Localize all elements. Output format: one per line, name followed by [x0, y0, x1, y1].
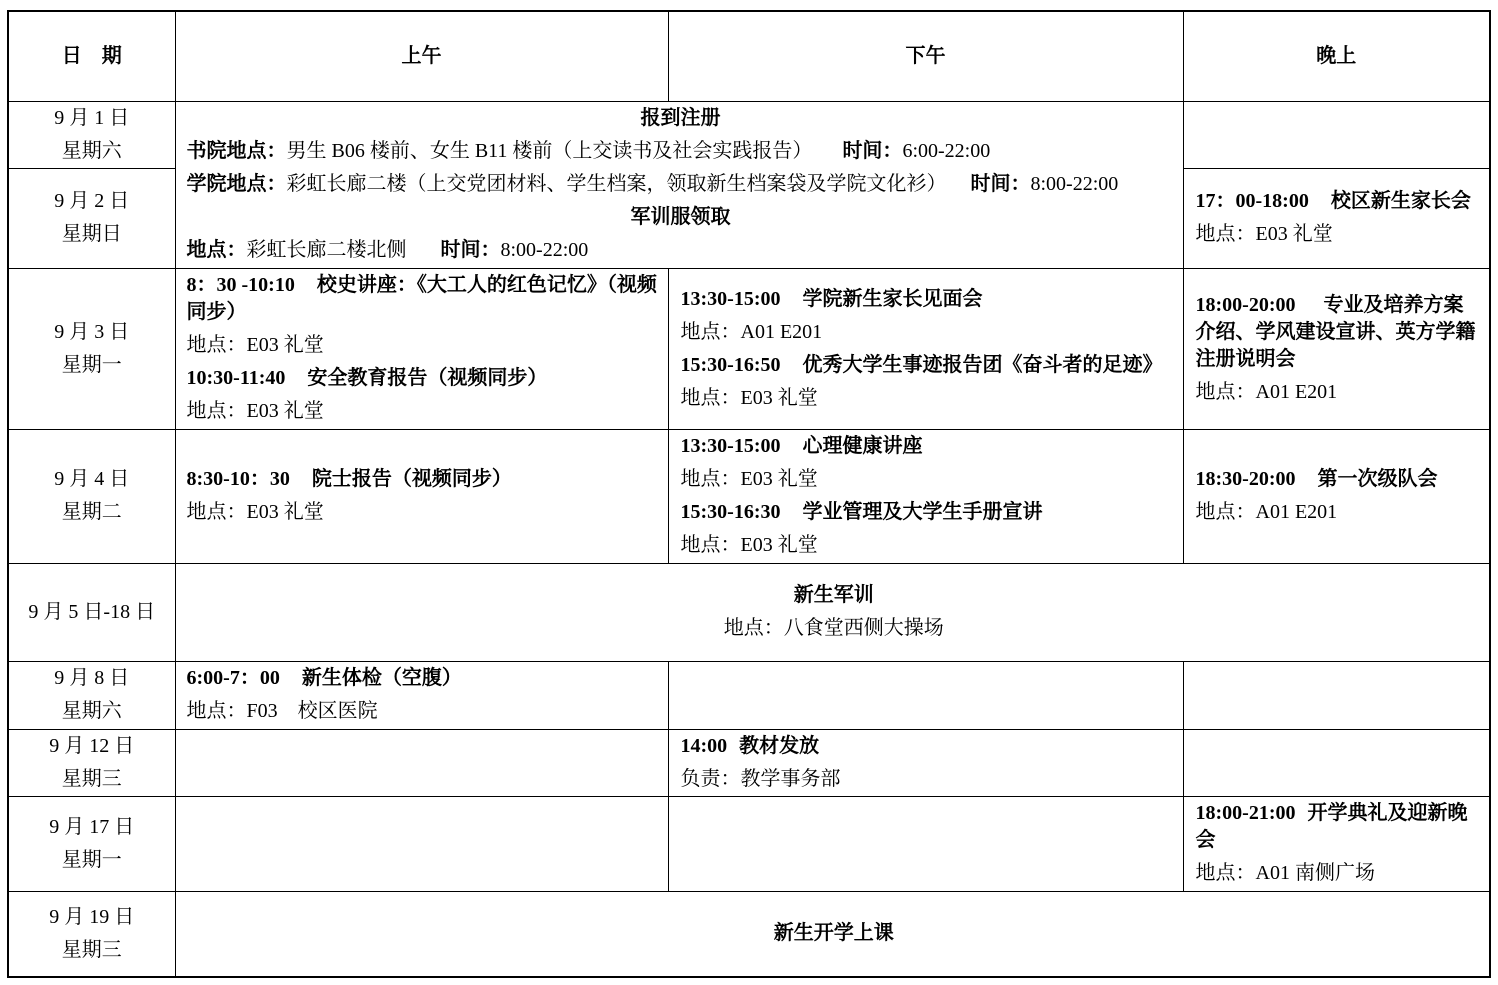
- event-name: 院士报告（视频同步）: [311, 468, 512, 490]
- academy-location-line: [187, 138, 1175, 165]
- event-location: 地点：八食堂西侧大操场: [723, 617, 944, 639]
- academy-time-value: 6:00-22:00: [902, 140, 991, 162]
- event-name: 新生体检（空腹）: [301, 667, 462, 689]
- event-name: 专业及培养方案介绍、学风建设宣讲、英方学籍注册说明会: [1195, 293, 1476, 370]
- evening-cell: [1183, 168, 1490, 268]
- college-time-label: 时间：: [970, 173, 1031, 195]
- event-title: [187, 466, 660, 493]
- afternoon-cell: [668, 429, 1183, 563]
- date-cell: [8, 563, 175, 661]
- date-label: 9 月 19 日: [49, 905, 135, 928]
- table-row: [8, 429, 1490, 563]
- event-time: 14:00: [680, 734, 728, 757]
- morning-cell: [175, 429, 668, 563]
- event-name: 学业管理及大学生手册宣讲: [802, 501, 1043, 523]
- table-row: [8, 563, 1490, 661]
- table-row: [8, 891, 1490, 977]
- event-location: 地点：E03 礼堂: [186, 400, 324, 422]
- event-time: 8：30 -10:10: [186, 274, 295, 296]
- weekday-label: 星期一: [61, 848, 122, 871]
- date-label: 9 月 12 日: [49, 734, 135, 757]
- academy-time-label: 时间：: [842, 140, 903, 162]
- date-cell: [8, 101, 175, 168]
- date-label: 9 月 2 日: [54, 190, 130, 212]
- afternoon-cell: [668, 268, 1183, 429]
- academy-location-value: 男生 B06 楼前、女生 B11 楼前（上交读书及社会实践报告）: [286, 140, 813, 162]
- event-name: 优秀大学生事迹报告团《奋斗者的足迹》: [802, 353, 1163, 376]
- event-location: 地点：A01 南侧广场: [1195, 862, 1375, 884]
- date-cell: [8, 268, 175, 429]
- date-cell: [8, 661, 175, 729]
- event-location: 地点：E03 礼堂: [186, 501, 324, 523]
- uniform-location-value: 彩虹长廊二楼北侧: [246, 239, 407, 261]
- event-name: 心理健康讲座: [802, 435, 923, 457]
- event-location: 地点：E03 礼堂: [680, 468, 818, 490]
- event-time: 17：00-18:00: [1195, 190, 1309, 212]
- table-row: [8, 661, 1490, 729]
- college-location-line: [187, 171, 1175, 198]
- event-title: [681, 499, 1175, 526]
- registration-cell: [175, 101, 1183, 268]
- weekday-label: 星期三: [61, 938, 122, 961]
- academy-location-label: 书院地点：: [186, 140, 287, 162]
- date-cell: [8, 168, 175, 268]
- table-row: [8, 729, 1490, 796]
- date-label: 9 月 1 日: [54, 106, 130, 129]
- all-day-cell: [175, 563, 1490, 661]
- schedule-table: [7, 10, 1491, 978]
- uniform-title: 军训服领取: [630, 206, 731, 228]
- event-time: 13:30-15:00: [680, 435, 781, 457]
- college-location-label: 学院地点：: [186, 173, 287, 195]
- evening-cell: [1183, 429, 1490, 563]
- afternoon-cell-empty: [668, 796, 1183, 891]
- date-cell: [8, 796, 175, 891]
- date-label: 9 月 5 日-18 日: [28, 600, 156, 623]
- event-title: [681, 433, 1175, 460]
- event-location: 地点：E03 礼堂: [1195, 223, 1333, 245]
- event-title: [1196, 800, 1479, 854]
- header-afternoon: 下午: [668, 11, 1183, 101]
- event-title: [187, 665, 660, 692]
- event-name: 校史讲座：《大工人的红色记忆》（视频同步）: [186, 274, 657, 323]
- evening-cell-empty: [1183, 661, 1490, 729]
- uniform-location-label: 地点：: [186, 239, 247, 261]
- uniform-time-value: 8:00-22:00: [500, 239, 589, 261]
- date-label: 9 月 8 日: [54, 667, 130, 689]
- event-location: 地点：A01 E201: [680, 320, 823, 343]
- event-time: 13:30-15:00: [680, 287, 781, 310]
- event-location: 地点：A01 E201: [1195, 501, 1338, 523]
- event-title: [1196, 466, 1479, 493]
- event-location: 地点：E03 礼堂: [186, 334, 324, 356]
- date-cell: [8, 729, 175, 796]
- table-row: [8, 796, 1490, 891]
- afternoon-cell-empty: [668, 661, 1183, 729]
- weekday-label: 星期一: [61, 353, 122, 376]
- event-title: [1196, 292, 1479, 373]
- event-time: 8:30-10：30: [186, 468, 290, 490]
- college-location-value: 彩虹长廊二楼（上交党团材料、学生档案，领取新生档案袋及学院文化衫）: [286, 173, 947, 195]
- header-morning: 上午: [175, 11, 668, 101]
- event-time: 10:30-11:40: [186, 367, 286, 389]
- morning-cell: [175, 661, 668, 729]
- weekday-label: 星期六: [61, 139, 122, 162]
- uniform-location-line: [187, 237, 1175, 264]
- event-title: [681, 733, 1175, 760]
- event-location: 地点：E03 礼堂: [680, 534, 818, 556]
- event-title: [1196, 188, 1479, 215]
- event-name: 校区新生家长会: [1330, 190, 1471, 212]
- event-time: 18:00-21:00: [1195, 802, 1296, 824]
- event-responsible: 负责：教学事务部: [680, 767, 841, 790]
- event-time: 18:00-20:00: [1195, 293, 1296, 316]
- event-time: 15:30-16:50: [680, 353, 781, 376]
- evening-cell-empty: [1183, 729, 1490, 796]
- date-cell: [8, 891, 175, 977]
- event-name: 开学典礼及迎新晚会: [1195, 802, 1468, 851]
- event-name: 学院新生家长见面会: [802, 287, 983, 310]
- event-location: 地点：E03 礼堂: [680, 386, 818, 409]
- table-row: [8, 268, 1490, 429]
- evening-cell-empty: [1183, 101, 1490, 168]
- event-name: 第一次级队会: [1317, 468, 1438, 490]
- header-row: [8, 11, 1490, 101]
- morning-cell: [175, 268, 668, 429]
- header-evening: 晚上: [1183, 11, 1490, 101]
- event-time: 18:30-20:00: [1195, 468, 1296, 490]
- morning-cell-empty: [175, 796, 668, 891]
- event-name: 新生开学上课: [773, 922, 894, 945]
- afternoon-cell: [668, 729, 1183, 796]
- date-cell: [8, 429, 175, 563]
- event-location: 地点：F03 校区医院: [186, 700, 378, 722]
- event-title: [681, 286, 1175, 313]
- evening-cell: [1183, 268, 1490, 429]
- weekday-label: 星期六: [61, 700, 122, 722]
- event-name: 安全教育报告（视频同步）: [307, 367, 548, 389]
- date-label: 9 月 17 日: [49, 815, 135, 838]
- weekday-label: 星期三: [61, 767, 122, 790]
- event-name: 教材发放: [739, 734, 820, 757]
- event-name: 新生军训: [793, 584, 874, 606]
- registration-title: 报到注册: [640, 107, 721, 129]
- college-time-value: 8:00-22:00: [1030, 173, 1119, 195]
- weekday-label: 星期二: [61, 501, 122, 523]
- date-label: 9 月 3 日: [54, 320, 130, 343]
- event-title: [187, 272, 660, 326]
- header-date: 日 期: [8, 11, 175, 101]
- event-title: [681, 352, 1175, 379]
- event-title: [187, 365, 660, 392]
- event-time: 6:00-7：00: [186, 667, 280, 689]
- weekday-label: 星期日: [61, 223, 122, 245]
- all-day-cell: [175, 891, 1490, 977]
- uniform-time-label: 时间：: [440, 239, 501, 261]
- morning-cell-empty: [175, 729, 668, 796]
- table-row: [8, 101, 1490, 168]
- event-location: 地点：A01 E201: [1195, 380, 1338, 403]
- event-time: 15:30-16:30: [680, 501, 781, 523]
- evening-cell: [1183, 796, 1490, 891]
- date-label: 9 月 4 日: [54, 468, 130, 490]
